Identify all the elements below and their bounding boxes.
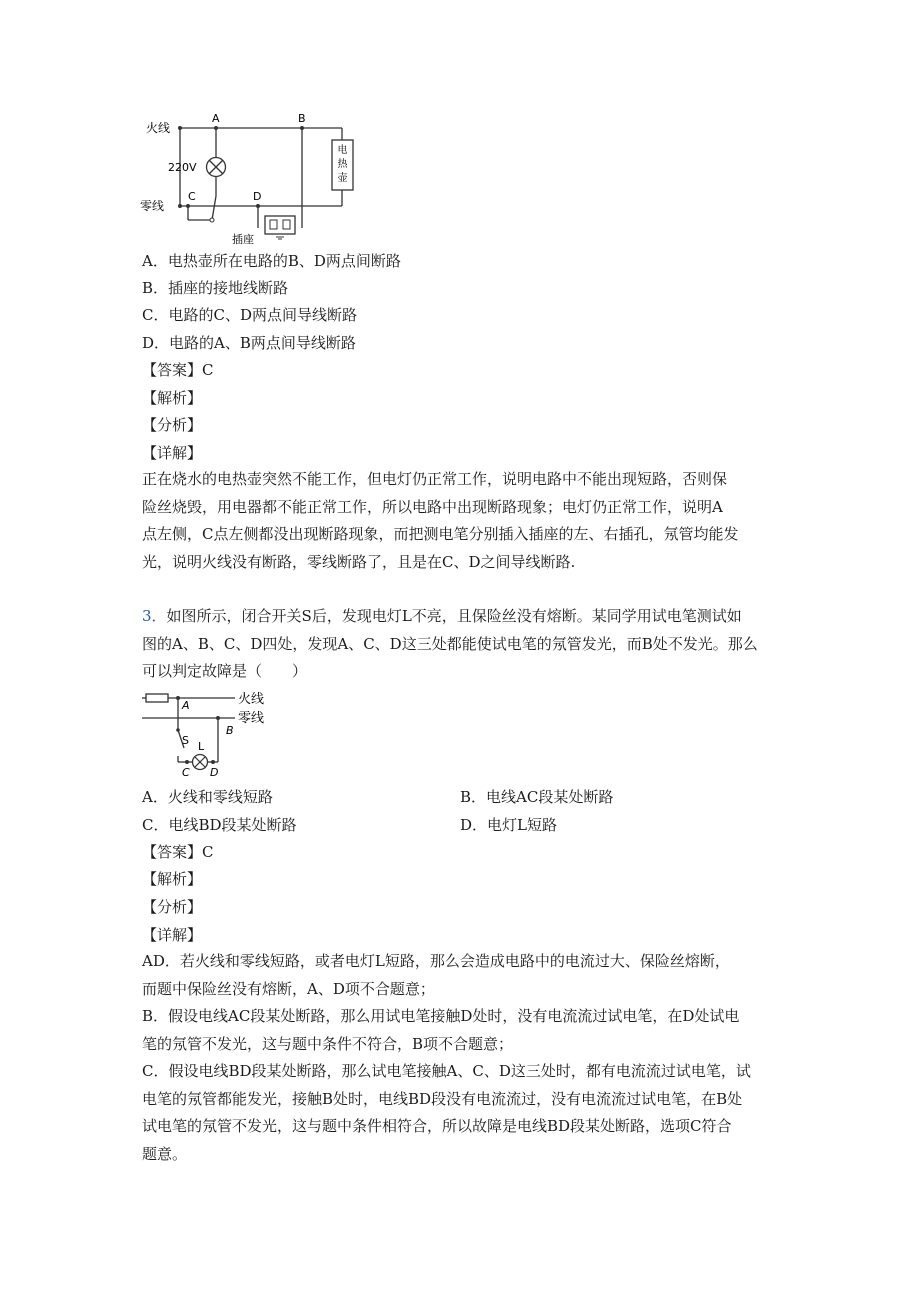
lamp — [207, 158, 226, 177]
neutral-label: 零线 — [140, 199, 165, 213]
circuit-diagram-2 — [140, 686, 280, 778]
q3-option-b: B．电线AC段某处断路 — [460, 788, 614, 806]
point-c-label: C — [188, 190, 196, 203]
point-a-label: A — [212, 112, 220, 125]
point-c-label: C — [182, 766, 190, 778]
q3-detail-line: 而题中保险丝没有熔断，A、D项不合题意； — [142, 979, 435, 998]
point-d-label: D — [253, 190, 262, 203]
point-d-label: D — [210, 766, 219, 778]
fuse-icon — [146, 694, 168, 702]
q3-fenxi-heading: 【分析】 — [142, 898, 203, 916]
q3-stem-line: 3．如图所示，闭合开关S后，发现电灯L不亮，且保险丝没有熔断。某同学用试电笔测试如 — [142, 607, 742, 625]
q2-option-b: B．插座的接地线断路 — [142, 279, 289, 297]
circuit-diagram-1 — [140, 110, 360, 245]
q3-detail-line: B．假设电线AC段某处断路，那么用试电笔接触D处时，没有电流流过试电笔，在D处试电 — [142, 1007, 740, 1025]
q2-answer: 【答案】C — [142, 361, 214, 379]
neutral-label: 零线 — [238, 711, 265, 726]
q2-detail — [142, 466, 782, 576]
q3-detail-line: 电笔的氖管都能发光，接触B处时，电线BD段没有电流流过，没有电流流过试电笔，在B处 — [142, 1089, 743, 1108]
kettle-char-1: 电 — [337, 145, 348, 156]
q3-option-d: D．电灯L短路 — [460, 816, 557, 834]
q3-answer: 【答案】C — [142, 843, 214, 861]
q2-detail-line: 正在烧水的电热壶突然不能工作，但电灯仍正常工作，说明电路中不能出现短路，否则保 — [142, 470, 728, 488]
point-b-label: B — [298, 112, 306, 125]
live-label: 火线 — [146, 121, 171, 135]
q3-stem — [142, 603, 782, 686]
lamp-label: L — [198, 740, 205, 753]
q2-option-d: D．电路的A、B两点间导线断路 — [142, 334, 356, 352]
q3-jiexi-heading: 【解析】 — [142, 870, 203, 888]
point-b-label: B — [226, 724, 234, 737]
q2-detail-line: 险丝烧毁，用电器都不能正常工作，所以电路中出现断路现象；电灯仍正常工作，说明A — [142, 497, 723, 516]
point-a-label: A — [182, 699, 190, 712]
kettle-char-3: 壶 — [337, 173, 348, 184]
q3-number: 3． — [142, 607, 167, 625]
q3-detail-line: C．假设电线BD段某处断路，那么试电笔接触A、C、D这三处时，都有电流流过试电笔，试 — [142, 1062, 751, 1080]
q2-option-a: A．电热壶所在电路的B、D两点间断路 — [142, 252, 401, 270]
q3-option-c: C．电线BD段某处断路 — [142, 816, 297, 834]
socket-label: 插座 — [232, 233, 254, 245]
q2-option-c: C．电路的C、D两点间导线断路 — [142, 306, 357, 324]
q3-detail-line: 题意。 — [142, 1144, 188, 1163]
q2-jiexi-heading: 【解析】 — [142, 389, 203, 407]
q3-detail-line: 试电笔的氖管不发光，这与题中条件相符合，所以故障是电线BD段某处断路，选项C符合 — [142, 1117, 732, 1135]
q2-xiangjie-heading: 【详解】 — [142, 444, 203, 462]
voltage-label: 220V — [168, 161, 197, 174]
kettle-char-2: 热 — [337, 159, 348, 170]
q3-stem-line: 可以判定故障是（ ） — [142, 662, 308, 680]
q3-option-a: A．火线和零线短路 — [142, 788, 273, 806]
live-label: 火线 — [238, 692, 265, 707]
q3-stem-line: 图的A、B、C、D四处，发现A、C、D这三处都能使试电笔的氖管发光，而B处不发光。那么 — [142, 634, 758, 653]
q3-detail-line: AD．若火线和零线短路，或者电灯L短路，那么会造成电路中的电流过大、保险丝熔断， — [142, 952, 730, 970]
q2-fenxi-heading: 【分析】 — [142, 416, 203, 434]
q2-detail-line: 光，说明火线没有断路，零线断路了，且是在C、D之间导线断路. — [142, 552, 576, 571]
q3-detail — [142, 948, 782, 1168]
lamp — [193, 755, 208, 770]
q3-xiangjie-heading: 【详解】 — [142, 926, 203, 944]
switch-label: S — [182, 734, 189, 747]
q3-detail-line: 笔的氖管不发光，这与题中条件不符合，B项不合题意； — [142, 1034, 514, 1053]
q2-detail-line: 点左侧，C点左侧都没出现断路现象，而把测电笔分别插入插座的左、右插孔，氖管均能发 — [142, 525, 739, 543]
